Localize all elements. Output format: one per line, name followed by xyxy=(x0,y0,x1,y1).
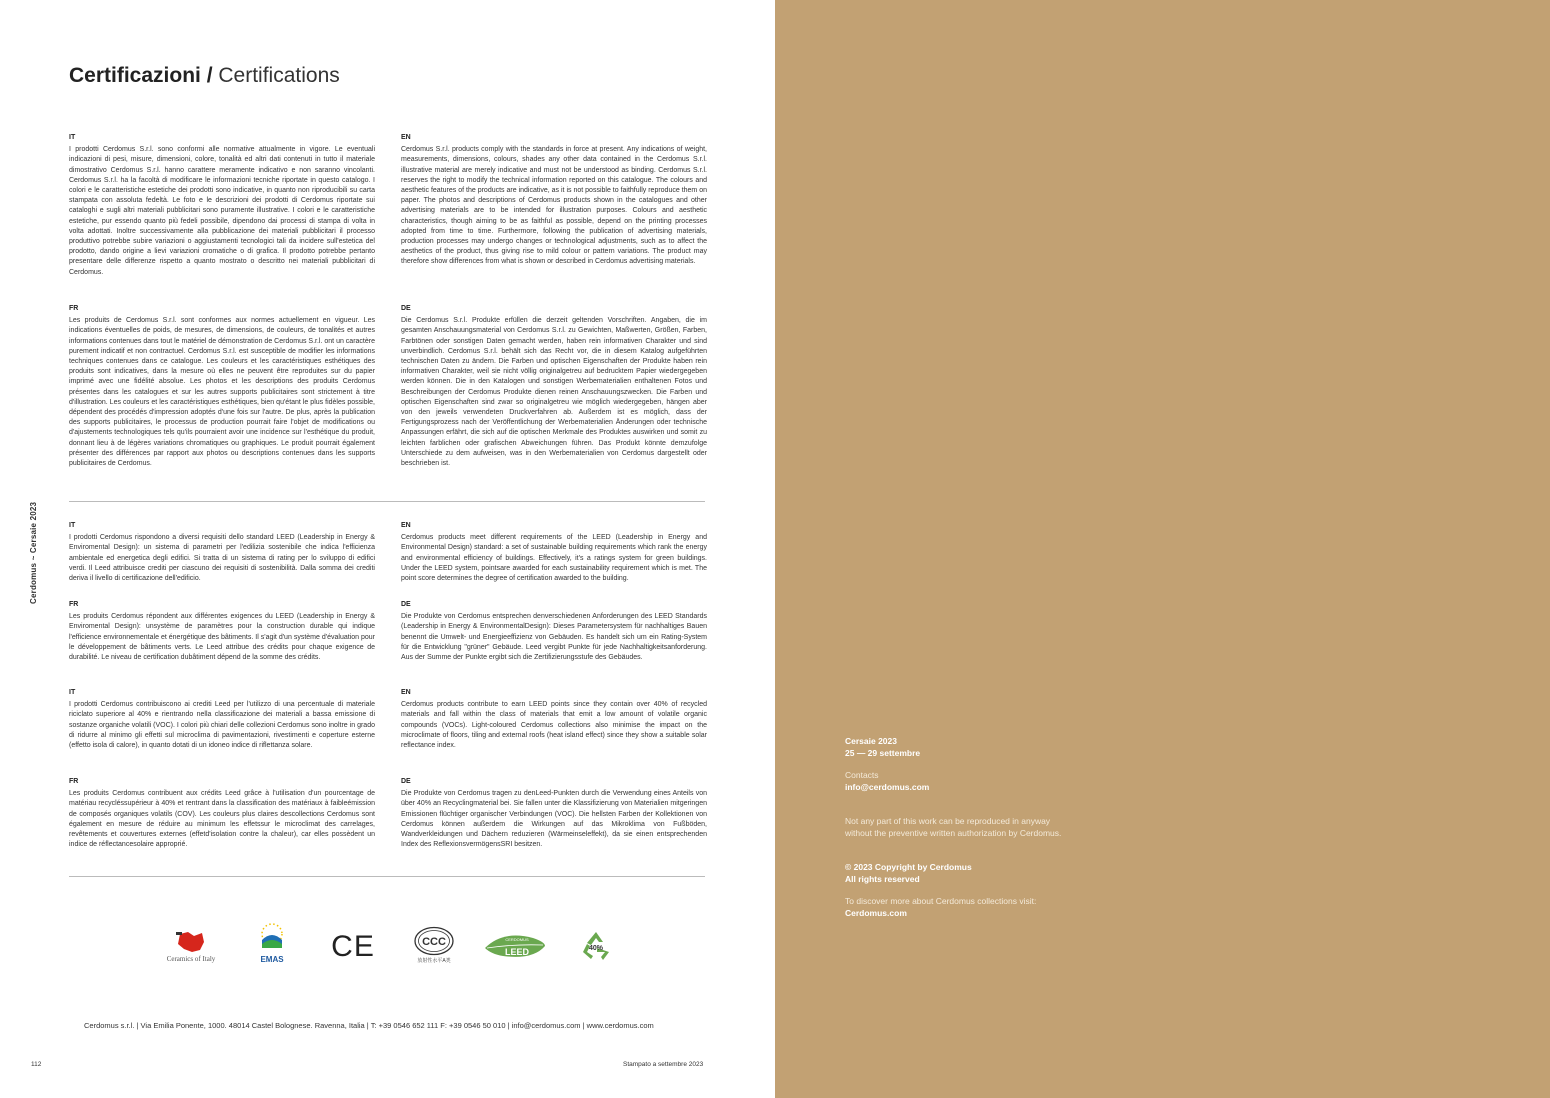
copyright-block xyxy=(845,862,972,885)
leed2-fr xyxy=(69,777,375,850)
emas-icon xyxy=(257,922,287,956)
event-name: Cersaie 2023 xyxy=(845,736,897,746)
lang-label: DE xyxy=(401,305,411,312)
notice-block xyxy=(845,816,1061,839)
ce-mark-logo xyxy=(330,932,376,962)
leed-top-text: CERDOMUS xyxy=(505,937,529,942)
event-block xyxy=(845,736,920,759)
contacts-label: Contacts xyxy=(845,770,879,780)
contacts-email[interactable]: info@cerdomus.com xyxy=(845,781,930,792)
leed-logo xyxy=(482,932,548,960)
lang-label: FR xyxy=(69,778,79,785)
title-light: Certifications xyxy=(218,64,340,87)
disclaimer-it-text: I prodotti Cerdomus S.r.l. sono conformi alle normative attualmente in vigore. Le eventuali indicazioni di pesi, misure, dimensioni, colore, tonalità ed altri dati contenuti in tutto il materiale dimostrativo Cerdomus S.r.l. hanno carattere meramente indicativo e non saranno vincolanti. Cerdomus S.r.l. ha la facoltà di modificare le informazioni tecniche riportate in questo catalogo. I colori e le caratteristiche estetiche dei prodotti sono indicative, in quanto non riproducibili su carta stampata con assoluta fedeltà. Le foto e le descrizioni dei prodotti di Cerdomus riportate sui cataloghi e sugli altri materiali pubblicitari sono puramente illustrative. I colori e le caratteristiche estetiche, pur essendo quanto più fedeli possibile, dipendono dai processi di stampa di volta in volta adottati. Inoltre successivamente alla pubblicazione dei materiali pubblicitari il processo produttivo potrebbe subire variazioni o aggiustamenti tecnologici tali da incidere sull'estetica del prodotto, dando origine a lievi variazioni cromatiche o di grafica. Il prodotto potrebbe pertanto presentare delle differenze rispetto a quanto mostrato o descritto nei materiali pubblicitari di Cerdomus. xyxy=(69,146,375,276)
footer-address: Cerdomus s.r.l. | Via Emilia Ponente, 1000. 48014 Castel Bolognese. Ravenna, Italia | T: +39 0546 652 111 F: +39 0546 50 010 | info@cerdomus.com | www.cerdomus.com xyxy=(84,1021,654,1030)
disclaimer-fr xyxy=(69,304,375,469)
lang-label: IT xyxy=(69,689,76,696)
leed-leaf-icon xyxy=(483,932,547,960)
ceramics-of-italy-text: Ceramics of Italy xyxy=(166,955,216,963)
leed1-de xyxy=(401,600,707,663)
ccc-text: CCC xyxy=(422,936,446,948)
right-panel xyxy=(775,0,1550,1098)
ce-mark-text: CE xyxy=(331,930,375,963)
leed1-de-text: Die Produkte von Cerdomus entsprechen denverschiedenen Anforderungen des LEED Standards (Leadership in Energy & EnvironmentalDesign): Dieses Parametersystem für nachhaltiges Bauen benennt die Umwelt- und Energieeffizienz von Gebäuden. Es handelt sich um ein Rating-System für die Entwicklung "grüner" Gebäude. Leed vergibt Punkte für jede Nachhaltigkeitsanforderung. Aus der Summe der Punkte ergibt sich die Zertifizierungsstufe des Gebäudes. xyxy=(401,613,707,662)
vertical-label: Cerdomus ~ Cersaie 2023 xyxy=(29,501,38,604)
website-link[interactable]: Cerdomus.com xyxy=(845,907,907,918)
rights-text: All rights reserved xyxy=(845,873,920,884)
lang-label: FR xyxy=(69,601,79,608)
lang-label: FR xyxy=(69,305,79,312)
disclaimer-it xyxy=(69,133,375,278)
recycle-text: 40% xyxy=(588,945,604,952)
discover-text: To discover more about Cerdomus collections visit: xyxy=(845,896,1037,906)
disclaimer-en-text: Cerdomus S.r.l. products comply with the standards in force at present. Any indications of weight, measurements, dimensions, colours, shades any other data contained in the Cerdomus S.r.l. illustrative material are merely indicative and must not be understood as binding. Cerdomus S.r.l. reserves the right to modify the technical information reported on this catalogue. The colours and aesthetic features of the products are indicative, as it is not possible to faithfully reproduce them on paper. The photos and descriptions of Cerdomus products shown in the catalogues and other advertising materials are to be intended for illustration purposes. Colours and aesthetic characteristics, though aiming to be as faithful as possible, depend on the printing processes adopted from time to time. Furthermore, following the publication of advertising materials, production processes may undergo changes or technological adjustments, such as to affect the aesthetics of the product, thus giving rise to mild colour or pattern variations. The product may therefore show differences from what is shown or described in Cerdomus advertising materials. xyxy=(401,146,707,266)
lang-label: DE xyxy=(401,778,411,785)
ceramics-of-italy-logo xyxy=(160,930,222,963)
notice-line-1: Not any part of this work can be reproduced in anyway xyxy=(845,816,1051,826)
recycle-icon xyxy=(579,930,613,962)
leed1-it xyxy=(69,521,375,584)
ceramics-of-italy-icon xyxy=(174,930,208,954)
leed1-it-text: I prodotti Cerdomus rispondono a diversi requisiti dello standard LEED (Leadership in Energy & Enviromental Design): un sistema di parametri per l'edilizia sostenibile che indica l'efficienza ambientale ed energetica degli edifici. Si tratta di un sistema di rating per lo sviluppo di edifici verdi. Il Leed attribuisce crediti per ciascuno dei requisiti di sostenibilità. Dalla somma dei crediti deriva il livello di certificazione dell'edificio. xyxy=(69,534,375,583)
leed1-fr-text: Les produits Cerdomus répondent aux différentes exigences du LEED (Leadership in Energy & Enviromental Design): unsystème de paramètres pour la construction durable qui indique l'efficience environnementale et énergétique des bâtiments. Il s'agit d'un système d'évaluation pour le développement de bâtiments verts. Le Leed attribue des crédits pour chaque exigence de durabilité. Le niveau de certification dubâtiment dépend de la somme des crédits. xyxy=(69,613,375,662)
lang-label: EN xyxy=(401,522,411,529)
notice-line-2: without the preventive written authorization by Cerdomus. xyxy=(845,827,1062,838)
page-number: 112 xyxy=(31,1061,42,1068)
lang-label: IT xyxy=(69,134,76,141)
lang-label: DE xyxy=(401,601,411,608)
discover-block xyxy=(845,896,1036,919)
title-bold: Certificazioni / xyxy=(69,64,213,87)
ccc-logo xyxy=(410,926,458,964)
lang-label: EN xyxy=(401,689,411,696)
ccc-subtext: 放射性水平A类 xyxy=(417,958,451,964)
disclaimer-fr-text: Les produits de Cerdomus S.r.l. sont conformes aux normes actuellement en vigueur. Les indications éventuelles de poids, de mesures, de dimensions, de couleurs, de tonalités et autres informations contenues dans tout le matériel de démonstration de Cerdomus S.r.l. ont un caractère purement indicatif et non contractuel. Cerdomus S.r.l. est susceptible de modifier les informations techniques contenues dans ce catalogue. Les couleurs et les caractéristiques esthétiques des produits sont indicatives, dans la mesure où elles ne peuvent être reproduites sur du papier imprimé avec une fidélité absolue. Les photos et les descriptions des produits Cerdomus présentes dans les catalogues et sur les autres supports publicitaires sont strictement à titre d'illustration. Les couleurs et les caractéristiques esthétiques, bien qu'étant le plus fidèles possible, dépendent des procédés d'impression adoptés d'une fois sur l'autre. De plus, après la publication des supports publicitaires, le processus de production pourrait faire l'objet de modifications ou d'ajustements technologiques tels qu'ils pourraient avoir une incidence sur l'esthétique du produit, donnant lieu à de légères variations chromatiques ou graphiques. Le produit pourrait également présenter des différences par rapport aux photos ou descriptions contenues dans les supports publicitaires de Cerdomus. xyxy=(69,317,375,468)
leed1-en-text: Cerdomus products meet different requirements of the LEED (Leadership in Energy and Environmental Design) standard: a set of sustainable building requirements which rank the energy and environmental efficiency of buildings. Effectively, it's a ratings system for green buildings. Under the LEED system, pointsare awarded for each sustainability requirement which is met. The point score determines the degree of certification awarded to the building. xyxy=(401,534,707,583)
contacts-block xyxy=(845,770,929,793)
leed2-en-text: Cerdomus products contribute to earn LEED points since they contain over 40% of recycled materials and fall within the class of materials that emit a low amount of volatile organic compounds (VOCs). Light-coloured Cerdomus collections also minimise the impact on the microclimate of floors, tiling and external roofs (heat island effect) since they show a suitable solar reflectance index. xyxy=(401,701,707,750)
leed2-de xyxy=(401,777,707,850)
leed2-en xyxy=(401,688,707,751)
leed-text: LEED xyxy=(504,947,530,957)
leed1-fr xyxy=(69,600,375,663)
divider xyxy=(69,501,705,502)
leed1-en xyxy=(401,521,707,584)
leed2-fr-text: Les produits Cerdomus contribuent aux crédits Leed grâce à l'utilisation d'un pourcentage de matériau recycléssupérieur à 40% et rentrant dans la classification des matériaux à faibleémission de composés organiques volatils (COV). Les couleurs plus claires descollections Cerdomus sont également en mesure de réduire au minimum les effetssur le microclimat des carrelages, revêtements et couvertures externes (effetd'isolation contre la chaleur), car elles possèdent un indice de réflectancesolaire approprié. xyxy=(69,790,375,849)
page-title xyxy=(69,64,340,88)
emas-logo xyxy=(254,922,290,964)
ccc-icon xyxy=(414,926,454,956)
lang-label: EN xyxy=(401,134,411,141)
disclaimer-de xyxy=(401,304,707,469)
disclaimer-de-text: Die Cerdomus S.r.l. Produkte erfüllen die derzeit geltenden Vorschriften. Angaben, die im gesamten Anschauungsmaterial von Cerdomus S.r.l. zu Gewichten, Maßwerten, Größen, Farben, Farbtönen oder sonstigen Daten gemacht werden, haben rein informativen Charakter und sind unverbindlich. Cerdomus S.r.l. behält sich das Recht vor, die in diesem Katalog aufgeführten technischen Daten zu ändern. Die Farben und optischen Eigenschaften der Produkte haben rein informativen Charakter, weil sie nicht völlig originalgetreu auf bedrucktem Papier wiedergegeben werden können. Die in den Katalogen und sonstigen Werbematerialien enthaltenen Fotos und Beschreibungen der Cerdomus Produkte dienen reinen Anschauungszwecken. Die Farben und optischen Eigenschaften sind zwar so originalgetreu wie möglich wiedergegeben, hängen aber von den jeweils verwendeten Druckverfahren ab. Außerdem ist es möglich, dass der Fertigungsprozess nach der Veröffentlichung der Werbematerialien Änderungen oder technische Anpassungen erfährt, die sich auf die optischen Merkmale des Produktes auswirken und somit zu leichten farblichen oder grafischen Abweichungen führen. Das Produkt könnte demzufolge Unterschiede zu dem aufweisen, was in den Werbematerialien von Cerdomus dargestellt oder beschrieben ist. xyxy=(401,317,707,468)
leed2-de-text: Die Produkte von Cerdomus tragen zu denLeed-Punkten durch die Verwendung eines Anteils von über 40% an Recyclingmaterial bei. Sie fallen unter die Klassifizierung von Materialien mitgeringen Emissionen flüchtiger organischer Verbindungen (VOC). Die hellsten Farben der Kollektionen von Cerdomus können außerdem die Wirkungen auf das Mikroklima von Fußböden, Wandverkleidungen und Dächern reduzieren (Wärmeinseleffekt), da sie einen entsprechenden Index des ReflexionsvermögensSRI besitzen. xyxy=(401,790,707,849)
disclaimer-en xyxy=(401,133,707,268)
certification-logos xyxy=(0,922,775,978)
copyright-text: © 2023 Copyright by Cerdomus xyxy=(845,862,972,872)
divider xyxy=(69,876,705,877)
leed2-it-text: I prodotti Cerdomus contribuiscono ai crediti Leed per l'utilizzo di una percentuale di materiale riciclato superiore al 40% e rientrando nella classificazione dei materiali a bassa emissione di sostanze organiche volatili (VOC). I colori più chiari delle collezioni Cerdomus sono inoltre in grado di ridurre al minimo gli effetti sul microclima di pavimentazioni, rivestimenti e coperture esterne (effetto isola di calore), in quanto dotati di un idoneo indice di riflettanza solare. xyxy=(69,701,375,750)
recycled-40-logo xyxy=(578,930,614,962)
printed-date: Stampato a settembre 2023 xyxy=(623,1061,704,1068)
event-dates: 25 — 29 settembre xyxy=(845,747,921,758)
emas-text: EMAS xyxy=(260,955,284,964)
lang-label: IT xyxy=(69,522,76,529)
leed2-it xyxy=(69,688,375,751)
